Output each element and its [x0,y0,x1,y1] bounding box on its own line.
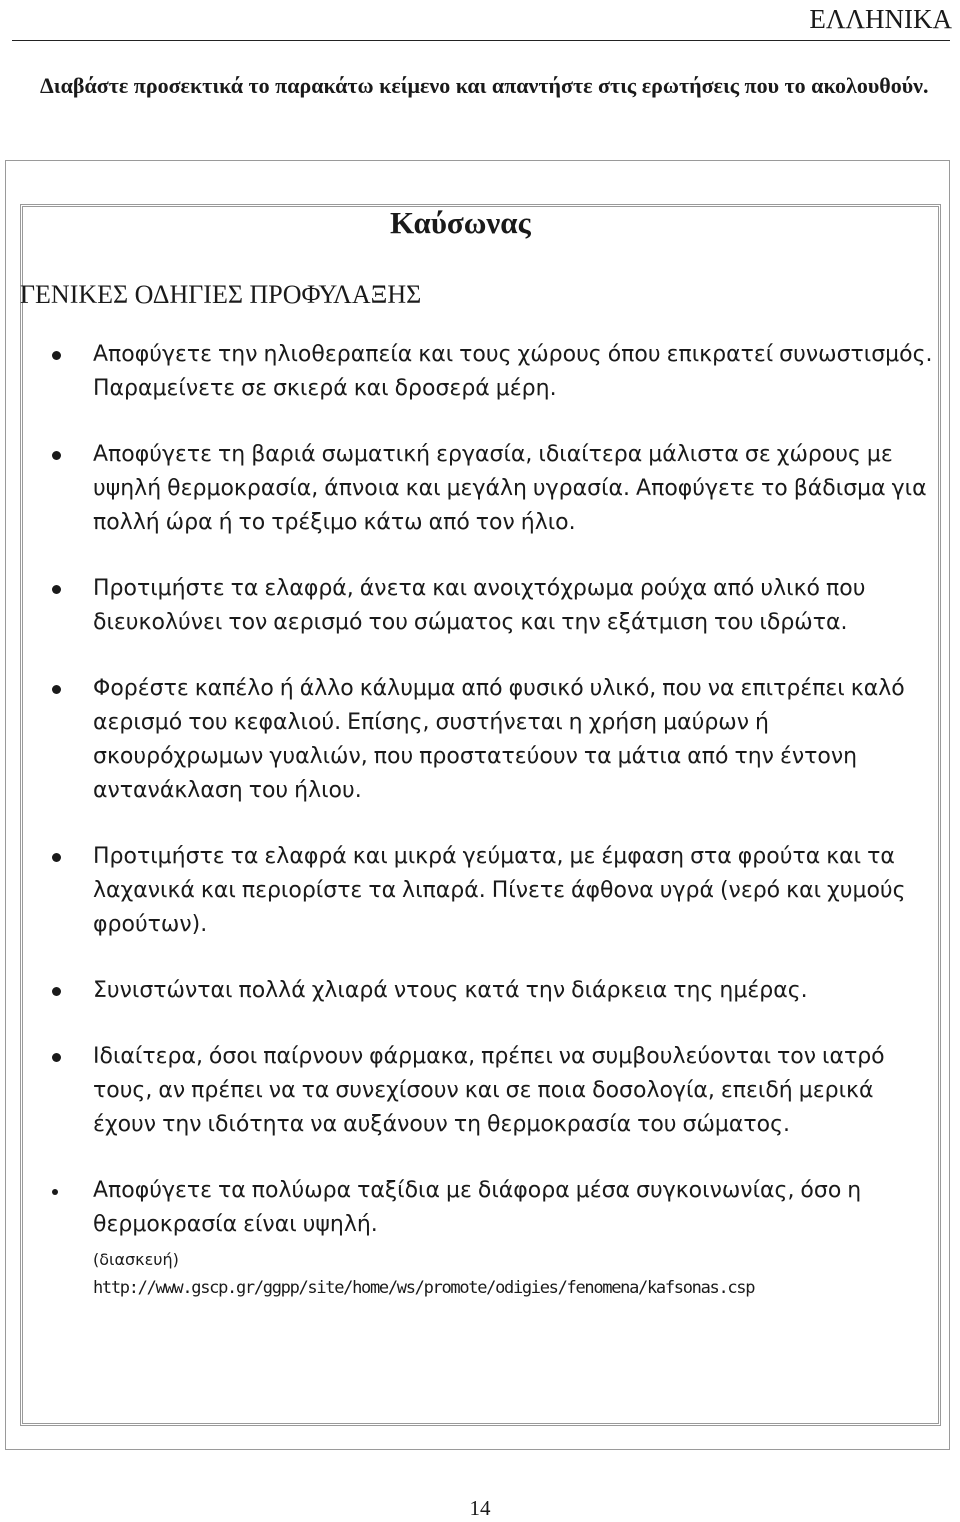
section-heading: ΓΕΝΙΚΕΣ ΟΔΗΓΙΕΣ ΠΡΟΦΥΛΑΞΗΣ [20,280,422,309]
list-item-text: Ιδιαίτερα, όσοι παίρνουν φάρμακα, πρέπει να συμβουλεύονται τον ιατρό τους, αν πρέπει να τα συνεχίσουν και σε ποια δοσολογία, επειδή μερικά έχουν την ιδιότητα να αυξάνουν τη θερμοκρασία του σώματος. [93,1044,885,1137]
bullet-icon [52,451,61,460]
list-item [52,840,937,942]
source-url: http://www.gscp.gr/ggpp/site/home/ws/promote/odigies/fenomena/kafsonas.csp [93,1278,755,1298]
list-item [52,1174,937,1304]
header-divider [12,40,950,41]
bullet-icon [52,1053,61,1062]
bullet-icon [52,987,61,996]
list-item [52,572,937,640]
source-note: (διασκευή) [93,1250,179,1269]
list-item [52,438,937,540]
list-item [52,974,937,1008]
bullet-icon [52,685,61,694]
list-item-text: Προτιμήστε τα ελαφρά και μικρά γεύματα, με έμφαση στα φρούτα και τα λαχανικά και περιορίστε τα λιπαρά. Πίνετε άφθονα υγρά (νερό και χυμούς φρούτων). [93,844,906,937]
list-item [52,338,937,406]
list-item-text: Αποφύγετε τα πολύωρα ταξίδια με διάφορα μέσα συγκοινωνίας, όσο η θερμοκρασία είναι υψηλή. [93,1178,862,1237]
subject-title: ΕΛΛΗΝΙΚΑ [809,4,952,34]
list-item-text: Φορέστε καπέλο ή άλλο κάλυμμα από φυσικό υλικό, που να επιτρέπει καλό αερισμό του κεφαλιού. Επίσης, συστήνεται η χρήση μαύρων ή σκουρόχρωμων γυαλιών, που προστατεύουν τα μάτια από την έντονη αντανάκλαση του ήλιου. [93,676,905,803]
list-item-text: Συνιστώνται πολλά χλιαρά ντους κατά την διάρκεια της ημέρας. [93,978,808,1003]
list-item [52,672,937,808]
list-item [52,1040,937,1142]
instructions: Διαβάστε προσεκτικά το παρακάτω κείμενο και απαντήστε στις ερωτήσεις που το ακολουθούν. [40,73,929,98]
bullet-icon [52,351,61,360]
list-item-text: Προτιμήστε τα ελαφρά, άνετα και ανοιχτόχρωμα ρούχα από υλικό που διευκολύνει τον αερισμό του σώματος και την εξάτμιση του ιδρώτα. [93,576,866,635]
precautions-list [52,338,937,1336]
list-item-text: Αποφύγετε τη βαριά σωματική εργασία, ιδιαίτερα μάλιστα σε χώρους με υψηλή θερμοκρασία, άπνοια και μεγάλη υγρασία. Αποφύγετε το βάδισμα για πολλή ώρα ή το τρέξιμο κάτω από τον ήλιο. [93,442,927,535]
list-item-text: Αποφύγετε την ηλιοθεραπεία και τους χώρους όπου επικρατεί συνωστισμός. Παραμείνετε σε σκιερά και δροσερά μέρη. [93,342,933,401]
bullet-icon [52,1189,58,1195]
bullet-icon [52,853,61,862]
page-header [0,0,960,40]
article-title: Καύσωνας [390,205,531,240]
page-number: 14 [469,1496,491,1520]
bullet-icon [52,585,61,594]
